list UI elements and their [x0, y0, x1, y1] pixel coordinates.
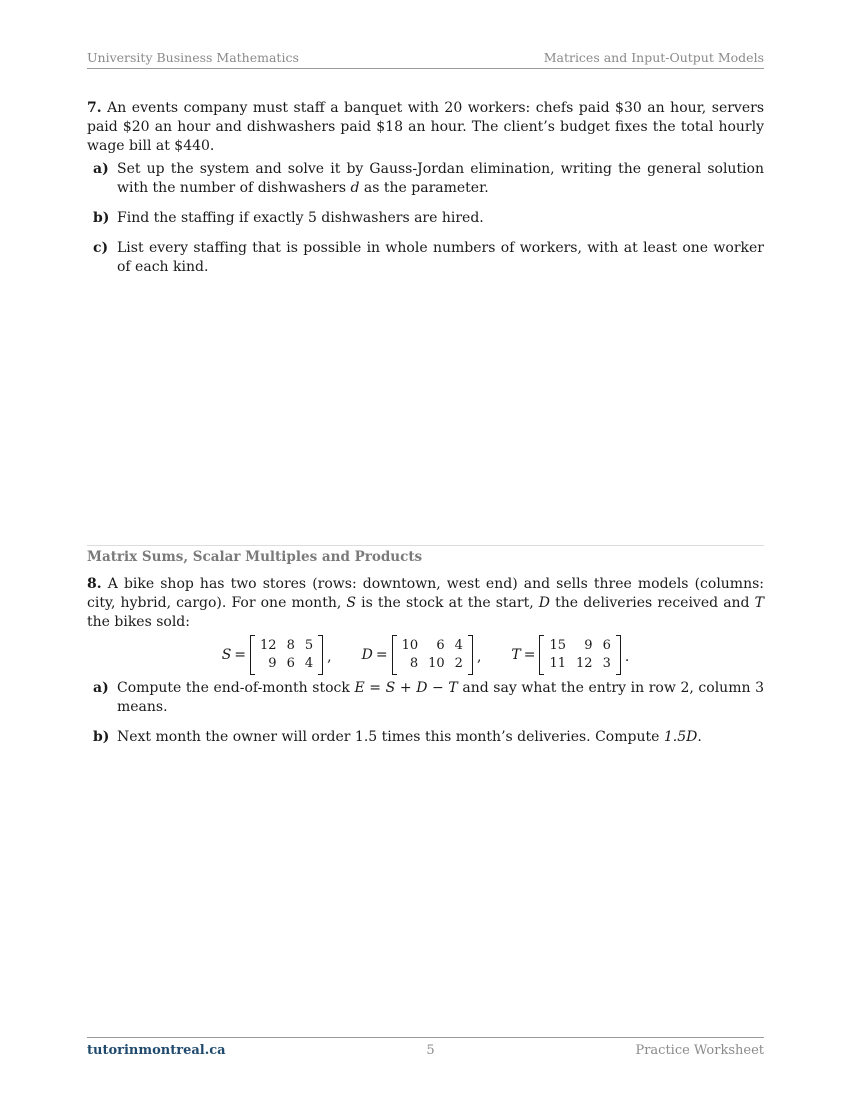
matrix-display [87, 635, 764, 675]
problem-8-part-a [87, 679, 764, 717]
part-text: List every staffing that is possible in whole numbers of workers, with at least one worker of each kind. [117, 240, 764, 275]
matrix-name: T [511, 646, 521, 663]
matrix-s-equation [222, 635, 362, 675]
problem-7-text: An events company must staff a banquet with 20 workers: chefs paid $30 an hour, servers paid $20 an hour and dishwashers paid $18 an hour. The client’s budget fixes the total hourly wage bill at $440. [87, 100, 764, 154]
matrix-name: S [221, 646, 232, 663]
part-label: b) [93, 210, 110, 226]
matrix-cell: 9 [584, 638, 593, 653]
page-number: 5 [426, 1043, 435, 1058]
problem-7 [87, 99, 764, 288]
matrix-row [255, 637, 318, 655]
matrix-cell: 9 [268, 656, 277, 671]
part-label: b) [93, 729, 110, 745]
part-variable: d [350, 180, 360, 196]
matrix-cell: 12 [260, 638, 277, 653]
page-footer [87, 1037, 764, 1058]
part-math: E = S + D − T [354, 680, 458, 696]
part-label: a) [93, 680, 109, 696]
equals-sign: = [234, 646, 247, 663]
variable-s: S [346, 595, 356, 611]
section-divider [87, 545, 764, 546]
footer-site-link[interactable]: tutorinmontreal.ca [87, 1043, 226, 1058]
equals-sign: = [375, 646, 388, 663]
part-label: c) [93, 240, 109, 256]
section-title: Matrix Sums, Scalar Multiples and Products [87, 549, 423, 565]
part-text-end: . [697, 729, 702, 745]
page-header [87, 50, 764, 69]
matrix-cell: 12 [576, 656, 593, 671]
matrix-separator: , [476, 649, 482, 665]
matrix-t-equation [511, 635, 629, 675]
matrix-separator: , [327, 649, 332, 665]
part-math: 1.5D [663, 729, 698, 745]
matrix-row [544, 655, 615, 673]
problem-8-text: the bikes sold: [87, 614, 190, 630]
variable-t: T [754, 595, 764, 611]
matrix-cell: 6 [436, 638, 445, 653]
matrix-separator: . [624, 649, 630, 665]
problem-8-text: is the stock at the start, [356, 595, 539, 611]
variable-d: D [538, 595, 551, 611]
part-text-end: as the parameter. [359, 180, 489, 196]
matrix-t [539, 635, 620, 675]
matrix-cell: 5 [304, 638, 314, 653]
problem-7-statement [87, 99, 764, 156]
matrix-cell: 11 [549, 656, 567, 671]
matrix-name: D [361, 646, 373, 663]
matrix-d [392, 635, 473, 675]
matrix-cell: 6 [286, 656, 295, 671]
matrix-cell: 4 [304, 656, 314, 671]
part-label: a) [93, 161, 109, 177]
matrix-row [255, 655, 318, 673]
problem-8-text: the deliveries received and [550, 595, 755, 611]
matrix-cell: 3 [602, 656, 611, 671]
part-text: Find the staffing if exactly 5 dishwashers are hired. [117, 210, 484, 226]
part-text: Next month the owner will order 1.5 times this month’s deliveries. Compute [117, 729, 664, 745]
part-text: Set up the system and solve it by Gauss-Jordan elimination, writing the general solution with the number of dishwashers [117, 161, 764, 196]
footer-document-type: Practice Worksheet [635, 1043, 764, 1058]
problem-8-part-b [87, 728, 764, 747]
part-text: Compute the end-of-month stock [117, 680, 355, 696]
matrix-row [544, 637, 615, 655]
problem-7-parts [87, 160, 764, 277]
matrix-row [397, 655, 468, 673]
matrix-cell: 6 [602, 638, 611, 653]
matrix-d-equation [362, 635, 512, 675]
matrix-row [397, 637, 468, 655]
matrix-s [250, 635, 323, 675]
problem-8-text: A bike shop has two stores (rows: downtown, west end) and sells three models (columns: city, hybrid, cargo). For one month, [87, 576, 765, 611]
header-chapter-title: Matrices and Input-Output Models [543, 50, 764, 65]
matrix-cell: 10 [401, 638, 419, 653]
matrix-cell: 4 [454, 638, 463, 653]
problem-7-part-b [87, 209, 764, 228]
problem-8-number: 8. [87, 576, 102, 592]
problem-7-part-c [87, 239, 764, 277]
matrix-cell: 2 [454, 656, 463, 671]
header-course-title: University Business Mathematics [87, 50, 299, 65]
problem-8 [87, 575, 764, 758]
matrix-cell: 15 [549, 638, 567, 653]
problem-8-parts [87, 679, 764, 747]
problem-8-statement [87, 575, 764, 632]
equals-sign: = [523, 646, 536, 663]
part-text-end: and say what the entry in row 2, column 3 means. [117, 680, 765, 715]
matrix-cell: 8 [286, 638, 295, 653]
problem-7-number: 7. [87, 100, 102, 116]
problem-7-part-a [87, 160, 764, 198]
matrix-cell: 8 [409, 656, 419, 671]
matrix-cell: 10 [428, 656, 445, 671]
